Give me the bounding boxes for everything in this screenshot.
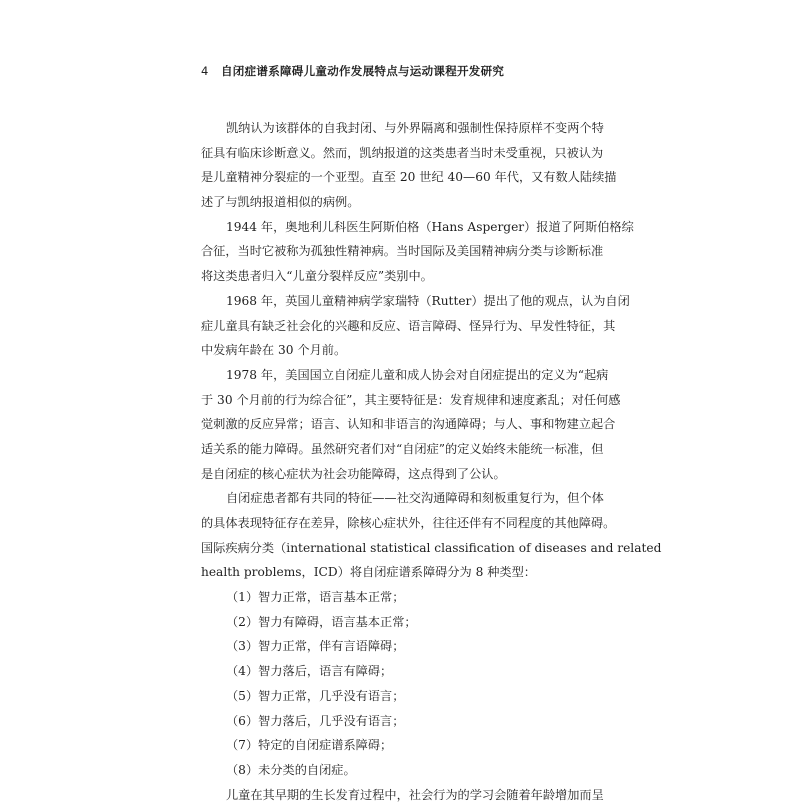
list-item: （6）智力落后，几乎没有语言； [226,713,405,728]
text-line: 是儿童精神分裂症的一个亚型。直至 20 世纪 40—60 年代，又有数人陆续描 [201,170,617,185]
text-line: 述了与凯纳报道相似的病例。 [201,195,360,210]
list-item: （1）智力正常，语言基本正常； [226,590,405,605]
text-line: 1968 年，英国儿童精神病学家瑞特（Rutter）提出了他的观点，认为自闭 [226,293,630,308]
text-line: 是自闭症的核心症状为社会功能障碍，这点得到了公认。 [201,466,506,481]
page-number: 4 [201,64,209,78]
text-line: 合征，当时它被称为孤独性精神病。当时国际及美国精神病分类与诊断标准 [201,244,604,259]
text-line: 1944 年，奥地利儿科医生阿斯伯格（Hans Asperger）报道了阿斯伯格综 [226,219,634,234]
running-head [201,63,504,79]
body-text [201,116,662,807]
list-item: （5）智力正常，几乎没有语言； [226,688,405,703]
text-line: 中发病年龄在 30 个月前。 [201,343,347,358]
text-line: 将这类患者归入“儿童分裂样反应”类别中。 [201,269,433,284]
text-line: 1978 年，美国国立自闭症儿童和成人协会对自闭症提出的定义为“起病 [226,367,609,382]
list-item: （4）智力落后，语言有障碍； [226,664,393,679]
text-line: 征具有临床诊断意义。然而，凯纳报道的这类患者当时未受重视，只被认为 [201,145,604,160]
text-line: 觉刺激的反应异常；语言、认知和非语言的沟通障碍；与人、事和物建立起合 [201,417,616,432]
text-line: health problems，ICD）将自闭症谱系障碍分为 8 种类型： [201,565,536,580]
list-item: （2）智力有障碍，语言基本正常； [226,614,417,629]
list-item: （8）未分类的自闭症。 [226,762,356,777]
text-line: 于 30 个月前的行为综合征”，其主要特征是：发育规律和速度紊乱；对任何感 [201,392,621,407]
text-line: 的具体表现特征存在差异，除核心症状外，往往还伴有不同程度的其他障碍。 [201,516,616,530]
text-line: 凯纳认为该群体的自我封闭、与外界隔离和强制性保持原样不变两个特 [226,121,604,135]
text-line: 自闭症患者都有共同的特征——社交沟通障碍和刻板重复行为，但个体 [226,491,604,506]
list-item: （7）特定的自闭症谱系障碍； [226,738,393,753]
book-title: 自闭症谱系障碍儿童动作发展特点与运动课程开发研究 [221,64,505,78]
text-line: 儿童在其早期的生长发育过程中，社会行为的学习会随着年龄增加而呈 [226,787,604,802]
text-line: 症儿童具有缺乏社会化的兴趣和反应、语言障碍、怪异行为、早发性特征，其 [201,318,616,333]
text-line: 国际疾病分类（international statistical classification of diseases and related [201,540,662,555]
text-line: 适关系的能力障碍。虽然研究者们对“自闭症”的定义始终未能统一标准，但 [201,441,604,456]
list-item: （3）智力正常，伴有言语障碍； [226,639,405,654]
